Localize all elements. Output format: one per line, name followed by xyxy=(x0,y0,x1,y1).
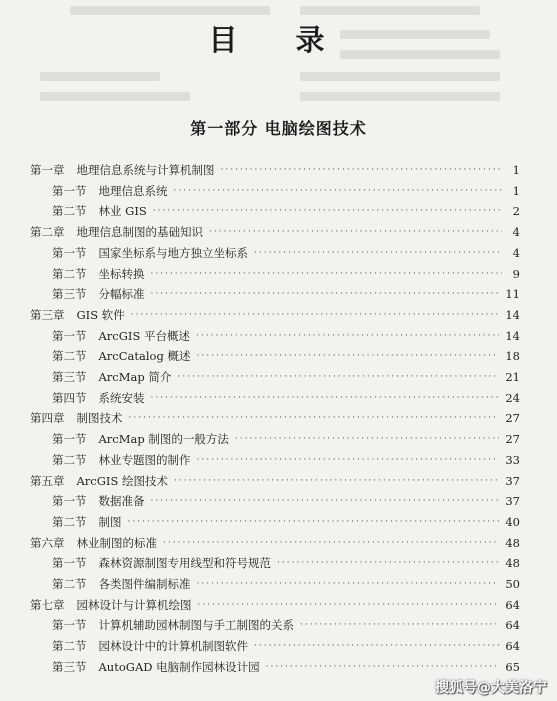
toc-section-entry xyxy=(0,429,520,449)
toc-entry-page: 37 xyxy=(505,473,520,488)
toc-leader-dots xyxy=(300,615,499,635)
toc-section-entry xyxy=(0,284,520,304)
toc-entry-title: ArcMap 制图的一般方法 xyxy=(98,432,229,447)
toc-section-entry xyxy=(0,326,520,346)
toc-entry-title: 制图 xyxy=(98,514,122,529)
toc-entry-page: 14 xyxy=(505,307,520,322)
toc-entry-title: ArcMap 简介 xyxy=(98,370,172,384)
toc-entry-title: 计算机辅助园林制图与手工制图的关系 xyxy=(98,618,294,633)
toc-entry-title: 坐标转换 xyxy=(98,266,145,281)
toc-entry-number: 第一章 xyxy=(30,163,65,177)
toc-entry-title: 地理信息系统 xyxy=(98,183,168,198)
toc-entry-title: 森林资源制图专用线型和符号规范 xyxy=(98,556,271,571)
toc-entry-title: 数据准备 xyxy=(98,494,145,509)
toc-entry-title: 各类图件编制标准 xyxy=(98,577,191,591)
toc-entry-number: 第二节 xyxy=(52,514,87,529)
toc-section-entry xyxy=(0,264,520,284)
toc-entry-page: 64 xyxy=(505,618,520,633)
toc-entry-title: 林业 GIS xyxy=(98,204,147,219)
toc-leader-dots xyxy=(197,574,500,594)
toc-entry-number: 第一节 xyxy=(52,432,87,447)
toc-entry-page: 48 xyxy=(505,556,520,571)
toc-entry-title: AutoGAD 电脑制作园林设计园 xyxy=(98,659,260,674)
toc-leader-dots xyxy=(235,429,499,449)
toc-entry-number: 第二节 xyxy=(52,204,87,219)
toc-entry-number: 第二章 xyxy=(30,225,65,240)
toc-entry-page: 4 xyxy=(512,245,520,260)
toc-entry-page: 40 xyxy=(505,514,520,529)
toc-chapter-entry xyxy=(0,533,520,553)
toc-entry-page: 14 xyxy=(505,328,520,343)
toc-leader-dots xyxy=(153,201,502,221)
toc-leader-dots xyxy=(196,326,499,346)
toc-entry-title: 国家坐标系与地方独立坐标系 xyxy=(98,245,248,260)
toc-section-entry xyxy=(0,450,520,470)
toc-section-entry xyxy=(0,553,520,573)
toc-chapter-entry xyxy=(0,160,520,180)
toc-leader-dots xyxy=(131,305,500,325)
toc-entry-page: 50 xyxy=(505,577,520,591)
toc-leader-dots xyxy=(151,388,500,408)
part-title: 第一部分 电脑绘图技术 xyxy=(190,119,367,138)
toc-entry-title: GIS 软件 xyxy=(76,307,125,322)
toc-section-entry xyxy=(0,346,520,366)
toc-entry-title: 园林设计中的计算机制图软件 xyxy=(98,639,248,654)
toc-entry-title: 分幅标准 xyxy=(98,287,145,302)
toc-entry-title: 系统安装 xyxy=(98,390,145,405)
toc-entry-number: 第三章 xyxy=(30,307,65,322)
toc-entry-title: 地理信息制图的基础知识 xyxy=(76,225,203,240)
toc-entry-number: 第二节 xyxy=(52,266,87,281)
toc-entry-number: 第三节 xyxy=(52,659,87,674)
toc-leader-dots xyxy=(151,491,500,511)
toc-entry-title: 林业制图的标准 xyxy=(76,535,157,550)
toc-entry-title: ArcCatalog 概述 xyxy=(98,349,191,364)
toc-entry-page: 64 xyxy=(505,639,520,654)
toc-leader-dots xyxy=(174,181,503,201)
toc-chapter-entry xyxy=(0,471,520,491)
toc-leader-dots xyxy=(197,346,500,366)
toc-entry-number: 第一节 xyxy=(52,556,87,571)
toc-section-entry xyxy=(0,367,520,387)
toc-entry-page: 24 xyxy=(505,390,520,405)
toc-entry-title: 地理信息系统与计算机制图 xyxy=(76,163,215,177)
toc-entry-number: 第三节 xyxy=(52,370,87,384)
toc-entry-title: 林业专题图的制作 xyxy=(98,452,191,467)
toc-entry-page: 64 xyxy=(505,597,520,612)
toc-entry-page: 11 xyxy=(505,287,520,302)
toc-section-entry xyxy=(0,636,520,656)
toc-entry-number: 第三节 xyxy=(52,287,87,302)
toc-entry-page: 9 xyxy=(512,266,520,281)
toc-entry-page: 1 xyxy=(512,183,520,198)
toc-leader-dots xyxy=(266,657,500,677)
toc-chapter-entry xyxy=(0,595,520,615)
toc-leader-dots xyxy=(209,222,502,242)
toc-section-entry xyxy=(0,657,520,677)
toc-entry-page: 2 xyxy=(512,204,520,219)
toc-entry-number: 第一节 xyxy=(52,245,87,260)
toc-chapter-entry xyxy=(0,408,520,428)
toc-entry-page: 48 xyxy=(505,535,520,550)
toc-entry-title: 制图技术 xyxy=(76,411,123,426)
page-title: 目 录 xyxy=(208,23,349,57)
toc-entry-page: 33 xyxy=(505,452,520,467)
toc-section-entry xyxy=(0,574,520,594)
toc-leader-dots xyxy=(177,367,499,387)
toc-leader-dots xyxy=(129,408,500,428)
toc-section-entry xyxy=(0,181,520,201)
toc-entry-page: 37 xyxy=(505,494,520,509)
toc-entry-number: 第一节 xyxy=(52,618,87,633)
toc-leader-dots xyxy=(151,284,500,304)
toc-entry-number: 第一节 xyxy=(52,183,87,198)
toc-leader-dots xyxy=(128,512,500,532)
toc-entry-number: 第一节 xyxy=(52,328,87,343)
toc-leader-dots xyxy=(277,553,499,573)
toc-leader-dots xyxy=(254,636,499,656)
toc-leader-dots xyxy=(174,471,499,491)
toc-entry-page: 1 xyxy=(512,163,520,177)
toc-entry-page: 4 xyxy=(512,225,520,240)
toc-entry-page: 27 xyxy=(505,432,520,447)
toc-chapter-entry xyxy=(0,222,520,242)
toc-section-entry xyxy=(0,201,520,221)
toc-entry-number: 第四节 xyxy=(52,390,87,405)
toc-section-entry xyxy=(0,512,520,532)
toc-entry-number: 第二节 xyxy=(52,452,87,467)
toc-leader-dots xyxy=(221,160,503,180)
toc-section-entry xyxy=(0,615,520,635)
toc-entry-number: 第七章 xyxy=(30,597,65,612)
toc-entry-title: ArcGIS 绘图技术 xyxy=(76,473,169,488)
toc-entry-page: 65 xyxy=(505,659,520,674)
toc-leader-dots xyxy=(163,533,499,553)
toc-entry-title: ArcGIS 平台概述 xyxy=(98,328,191,343)
toc-chapter-entry xyxy=(0,305,520,325)
toc-section-entry xyxy=(0,388,520,408)
watermark: 搜狐号@大美洛宁 xyxy=(435,680,547,696)
toc-entry-number: 第二节 xyxy=(52,577,87,591)
toc-entry-number: 第六章 xyxy=(30,535,65,550)
toc-leader-dots xyxy=(198,595,500,615)
toc-leader-dots xyxy=(197,450,500,470)
toc-entry-number: 第五章 xyxy=(30,473,65,488)
toc-section-entry xyxy=(0,491,520,511)
toc-entry-page: 18 xyxy=(505,349,520,364)
toc-entry-page: 21 xyxy=(505,370,520,384)
toc-entry-number: 第二节 xyxy=(52,639,87,654)
toc-entry-number: 第四章 xyxy=(30,411,65,426)
toc-entry-page: 27 xyxy=(505,411,520,426)
toc-section-entry xyxy=(0,243,520,263)
toc-entry-number: 第二节 xyxy=(52,349,87,364)
toc-entry-number: 第一节 xyxy=(52,494,87,509)
toc-leader-dots xyxy=(151,264,503,284)
toc-leader-dots xyxy=(254,243,502,263)
toc-entry-title: 园林设计与计算机绘图 xyxy=(76,597,192,612)
